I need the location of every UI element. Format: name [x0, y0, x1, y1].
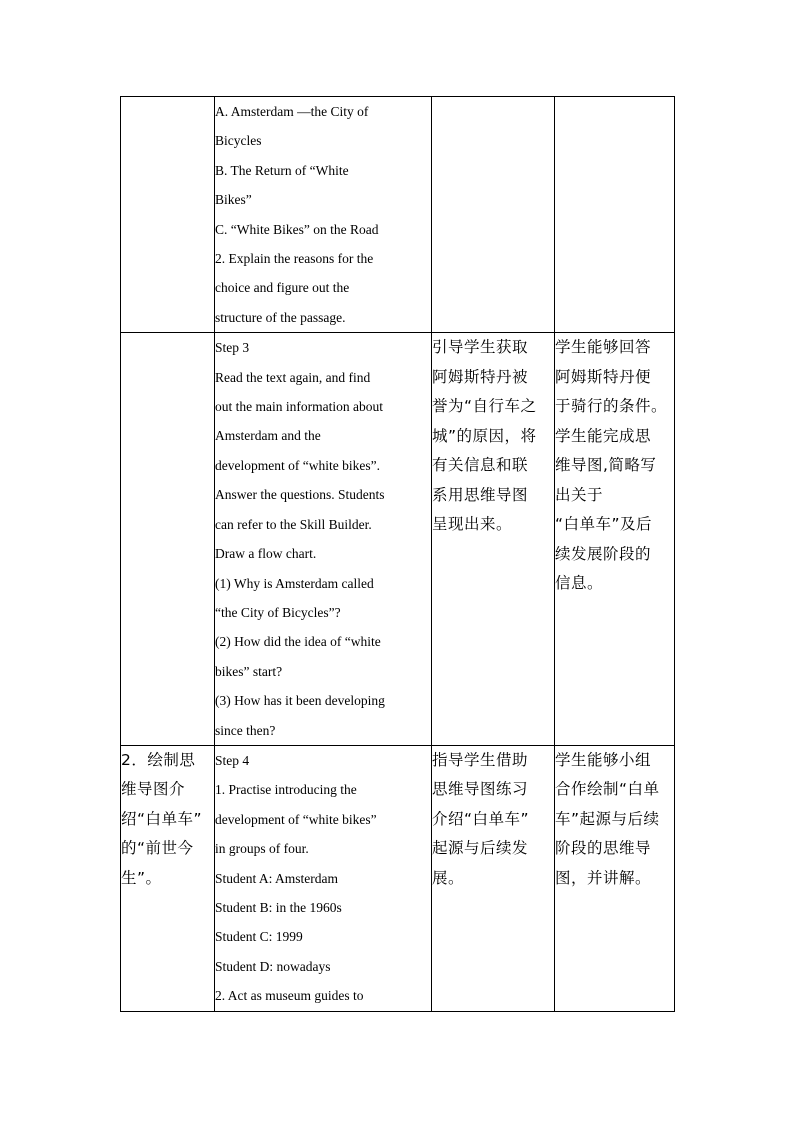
cell-text-line: “the City of Bicycles”? [215, 604, 341, 620]
activity-cell [215, 333, 432, 746]
cell-text-line: 学生能完成思 [555, 426, 652, 445]
cell-text-line: in groups of four. [215, 841, 309, 857]
cell-text-line: choice and figure out the [215, 280, 350, 296]
cell-text-line: 呈现出来。 [432, 515, 513, 534]
cell-text-line: 1. Practise introducing the [215, 782, 357, 798]
table-row [121, 333, 675, 746]
cell-text-line: “白单车”及后 [555, 515, 653, 534]
intent-cell [432, 97, 555, 333]
cell-text-line: 学生能够小组 [555, 750, 652, 769]
cell-text-line: Student C: 1999 [215, 929, 303, 945]
cell-text-line: 信息。 [555, 574, 604, 593]
cell-text-line: Bicycles [215, 133, 262, 149]
cell-text-line: 誉为“自行车之 [432, 397, 537, 416]
intent-cell [432, 745, 555, 1011]
cell-text-line: B. The Return of “White [215, 162, 349, 178]
cell-text-line: 有关信息和联 [432, 456, 529, 475]
cell-text-line: 指导学生借助 [432, 750, 529, 769]
cell-text-line: 生”。 [121, 868, 162, 887]
activity-cell [215, 97, 432, 333]
cell-text-line: 展。 [432, 868, 465, 887]
cell-text-line: Draw a flow chart. [215, 546, 317, 562]
cell-text-line: 阶段的思维导 [555, 839, 652, 858]
cell-text-line: development of “white bikes”. [215, 457, 380, 473]
activity-cell [215, 745, 432, 1011]
stage-cell [121, 97, 215, 333]
cell-text-line: bikes” start? [215, 663, 283, 679]
outcome-cell [555, 333, 675, 746]
cell-text-line: (3) How has it been developing [215, 693, 385, 709]
cell-text-line: 维导图介 [121, 780, 186, 799]
cell-text-line: Student D: nowadays [215, 958, 331, 974]
cell-text-line: 图，并讲解。 [555, 868, 652, 887]
outcome-cell [555, 97, 675, 333]
lesson-plan-table [120, 96, 675, 1012]
cell-text-line: Answer the questions. Students [215, 487, 385, 503]
cell-text-line: 城”的原因，将 [432, 426, 537, 445]
cell-text-line: 2．绘制思 [121, 750, 196, 769]
cell-text-line: 车”起源与后续 [555, 809, 660, 828]
cell-text-line: C. “White Bikes” on the Road [215, 221, 379, 237]
cell-text-line: 绍“白单车” [121, 809, 203, 828]
cell-text-line: 2. Explain the reasons for the [215, 251, 374, 267]
cell-text-line: 思维导图练习 [432, 780, 529, 799]
cell-text-line: structure of the passage. [215, 309, 346, 325]
cell-text-line: 学生能够回答 [555, 338, 652, 357]
cell-text-line: 系用思维导图 [432, 485, 529, 504]
stage-cell [121, 745, 215, 1011]
cell-text-line: development of “white bikes” [215, 811, 377, 827]
cell-text-line: 于骑行的条件。 [555, 397, 668, 416]
cell-text-line: 2. Act as museum guides to [215, 988, 364, 1004]
cell-text-line: 合作绘制“白单 [555, 780, 660, 799]
table-row [121, 97, 675, 333]
cell-text-line: Bikes” [215, 192, 252, 208]
table-row [121, 745, 675, 1011]
cell-text-line: 阿姆斯特丹被 [432, 367, 529, 386]
cell-text-line: Step 3 [215, 340, 250, 356]
cell-text-line: Amsterdam and the [215, 428, 321, 444]
cell-text-line: out the main information about [215, 399, 383, 415]
cell-text-line: Step 4 [215, 752, 250, 768]
cell-text-line: 介绍“白单车” [432, 809, 530, 828]
cell-text-line: 维导图,简略写 [555, 456, 657, 475]
cell-text-line: Student A: Amsterdam [215, 870, 338, 886]
cell-text-line: can refer to the Skill Builder. [215, 516, 372, 532]
cell-text-line: A. Amsterdam —the City of [215, 104, 369, 119]
stage-cell [121, 333, 215, 746]
cell-text-line: Read the text again, and find [215, 369, 371, 385]
cell-text-line: 起源与后续发 [432, 839, 529, 858]
cell-text-line: 阿姆斯特丹便 [555, 367, 652, 386]
cell-text-line: since then? [215, 722, 276, 738]
cell-text-line: 出关于 [555, 485, 604, 504]
cell-text-line: 的“前世今 [121, 839, 194, 858]
cell-text-line: Student B: in the 1960s [215, 899, 342, 915]
outcome-cell [555, 745, 675, 1011]
cell-text-line: (1) Why is Amsterdam called [215, 575, 374, 591]
cell-text-line: 续发展阶段的 [555, 544, 652, 563]
cell-text-line: (2) How did the idea of “white [215, 634, 381, 650]
cell-text-line: 引导学生获取 [432, 338, 529, 357]
intent-cell [432, 333, 555, 746]
